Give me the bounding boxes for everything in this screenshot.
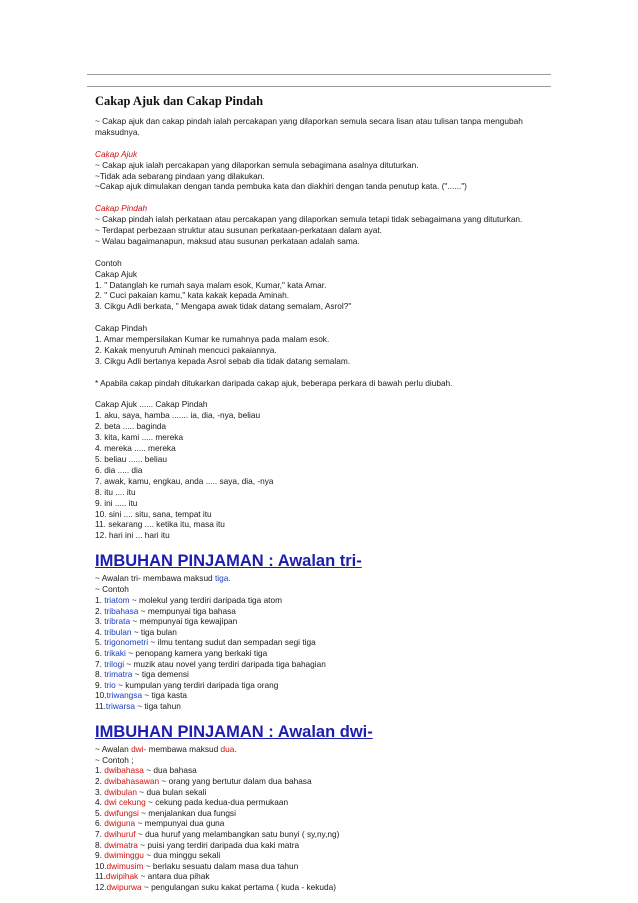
list-item: 4. dwi cekung ~ cekung pada kedua-dua permukaan [95,797,289,808]
list-item: 1. dwibahasa ~ dua bahasa [95,765,197,776]
term-word: trigonometri [104,637,149,648]
term-word: trilogi [104,658,125,669]
list-item: 7. trilogi ~ muzik atau novel yang terdiri daripada tiga bahagian [95,658,326,669]
term-word: dwimatra [104,839,138,850]
ajuk-heading: Cakap Ajuk [95,148,138,159]
term-word: triwarsa [105,701,135,711]
dwi-meaning: dua [220,743,235,754]
list-item: 10. sini .... situ, sana, tempat itu [95,508,212,519]
contoh-ajuk-item: 1. " Datanglah ke rumah saya malam esok, Kumar," kata Amar. [95,279,327,290]
list-item: 1. aku, saya, hamba ....... ia, dia, -nya, beliau [95,410,261,421]
list-item: 3. tribrata ~ mempunyai tiga kewajipan [95,616,238,627]
contoh-ajuk-item: 2. " Cuci pakaian kamu," kata kakak kepada Aminah. [95,290,290,301]
tri-heading: IMBUHAN PINJAMAN : Awalan tri- [95,552,362,571]
list-item: 6. dwiguna ~ mempunyai dua guna [95,818,225,829]
dwi-list [95,765,555,892]
list-item: 6. dia ..... dia [95,464,143,475]
page-title: Cakap Ajuk dan Cakap Pindah [95,94,264,108]
list-item: 7. awak, kamu, engkau, anda ..... saya, dia, -nya [95,475,274,486]
top-divider [87,74,551,75]
dwi-contoh: ~ Contoh ; [95,754,134,765]
dwi-intro: ~ Awalan dwi- membawa maksud dua. [95,743,237,754]
document-body [95,94,555,893]
tri-intro: ~ Awalan tri- membawa maksud tiga. [95,573,231,584]
list-item: 11.dwipihak ~ antara dua pihak [95,871,210,882]
list-item: 8. dwimatra ~ puisi yang terdiri daripada dua kaki matra [95,839,300,850]
contoh-pindah-heading: Cakap Pindah [95,323,148,334]
term-word: dwifungsi [104,807,139,818]
list-item: 4. tribulan ~ tiga bulan [95,626,177,637]
changes-list [95,410,555,541]
pindah-heading: Cakap Pindah [95,203,148,214]
ajuk-line: ~ Cakap ajuk ialah percakapan yang dilaporkan semula sebagimana asalnya dituturkan. [95,159,419,170]
contoh-pindah-item: 2. Kakak menyuruh Aminah mencuci pakaiannya. [95,344,277,355]
list-item: 5. trigonometri ~ ilmu tentang sudut dan sempadan segi tiga [95,637,316,648]
term-word: dwihuruf [104,828,136,839]
contoh-ajuk-item: 3. Cikgu Adli berkata, " Mengapa awak tidak datang semalam, Asrol?" [95,301,352,312]
list-item: 1. triatom ~ molekul yang terdiri daripada tiga atom [95,595,283,606]
term-word: trikaki [104,648,126,659]
term-word: triatom [104,595,130,606]
list-item: 5. dwifungsi ~ menjalankan dua fungsi [95,807,236,818]
contoh-ajuk-heading: Cakap Ajuk [95,268,137,279]
term-word: dwibulan [104,786,137,797]
list-item: 6. trikaki ~ penopang kamera yang berkaki tiga [95,648,268,659]
intro-text: ~ Cakap ajuk dan cakap pindah ialah percakapan yang dilaporkan semula secara lisan atau tulisan tanpa mengubah maksudnya. [95,116,523,137]
tri-list [95,595,555,712]
term-word: triwangsa [106,690,143,701]
term-word: dwipihak [105,871,139,882]
pindah-line: ~ Cakap pindah ialah perkataan atau percakapan yang dilaporkan semula tetapi tidak sebagaimana yang dituturkan. [95,214,523,225]
list-item: 8. trimatra ~ tiga demensi [95,669,189,680]
list-item: 10.dwimusim ~ berlaku sesuatu dalam masa dua tahun [95,860,299,871]
term-word: dwibahasa [104,765,144,776]
contoh-heading: Contoh [95,257,122,268]
list-item: 9. trio ~ kumpulan yang terdiri daripada tiga orang [95,679,279,690]
tri-contoh: ~ Contoh [95,584,129,595]
term-word: dwi cekung [104,797,146,808]
term-word: dwibahasawan [104,776,160,786]
list-item: 3. dwibulan ~ dua bulan sekali [95,786,207,797]
list-item: 7. dwihuruf ~ dua huruf yang melambangkan satu bunyi ( sy,ny,ng) [95,828,340,839]
list-item: 8. itu .... itu [95,486,136,497]
note-text: * Apabila cakap pindah ditukarkan daripada cakap ajuk, beberapa perkara di bawah perlu diubah. [95,377,453,388]
list-item: 4. mereka ..... mereka [95,443,176,454]
tri-meaning: tiga [214,573,229,584]
list-item: 5. beliau ...... beliau [95,454,167,464]
ajuk-line: ~Cakap ajuk dimulakan dengan tanda pembuka kata dan diakhiri dengan tanda penutup kata. ("......") [95,181,467,192]
term-word: trimatra [104,669,133,680]
list-item: 2. tribahasa ~ mempunyai tiga bahasa [95,605,236,616]
term-word: trio [104,679,116,690]
term-word: tribulan [104,626,132,637]
term-word: tribrata [104,616,131,627]
changes-heading: Cakap Ajuk ...... Cakap Pindah [95,399,208,410]
list-item: 12.dwipurwa ~ pengulangan suku kakat pertama ( kuda - kekuda) [95,881,337,892]
list-item: 10.triwangsa ~ tiga kasta [95,690,188,701]
dwi-heading: IMBUHAN PINJAMAN : Awalan dwi- [95,722,373,741]
ajuk-line: ~Tidak ada sebarang pindaan yang dilakukan. [95,170,265,181]
list-item: 9. ini ..... itu [95,497,138,508]
term-word: dwimusim [106,860,144,871]
list-item: 11. sekarang .... ketika itu, masa itu [95,519,225,530]
list-item: 12. hari ini ... hari itu [95,530,170,541]
term-word: dwiminggu [104,850,144,861]
list-item: 3. kita, kami ..... mereka [95,432,184,443]
pindah-line: ~ Walau bagaimanapun, maksud atau susunan perkataan adalah sama. [95,235,360,246]
list-item: 11.triwarsa ~ tiga tahun [95,701,181,711]
list-item: 2. dwibahasawan ~ orang yang bertutur dalam dua bahasa [95,776,312,786]
top-divider-2 [87,86,551,87]
list-item: 2. beta ..... baginda [95,421,167,432]
pindah-line: ~ Terdapat perbezaan struktur atau susunan perkataan-perkataan dalam ayat. [95,225,382,236]
term-word: tribahasa [104,605,139,616]
list-item: 9. dwiminggu ~ dua minggu sekali [95,850,221,861]
contoh-pindah-item: 3. Cikgu Adli bertanya kepada Asrol sebab dia tidak datang semalam. [95,355,351,366]
term-word: dwipurwa [106,881,142,892]
term-word: dwiguna [104,818,136,829]
contoh-pindah-item: 1. Amar mempersilakan Kumar ke rumahnya pada malam esok. [95,334,330,345]
dwi-prefix: dwi- [131,743,147,754]
